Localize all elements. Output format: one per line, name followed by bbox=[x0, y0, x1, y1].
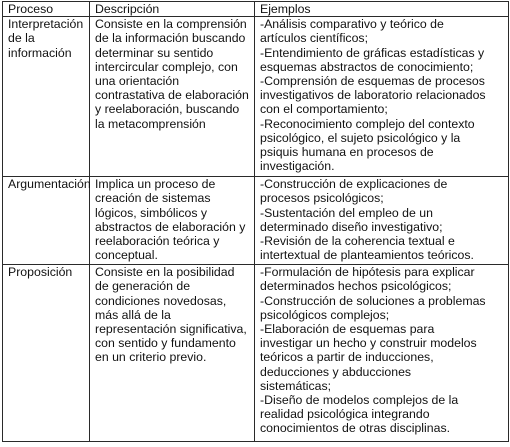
table-row bbox=[3, 265, 509, 442]
process-name: Interpretación de la información bbox=[8, 17, 84, 60]
example-line: -Construcción de soluciones a problemas bbox=[260, 293, 486, 308]
description-text: Implica un proceso de creación de sistemas lógicos, simbólicos y abstractos de elaboración y reelaboración teórica y conceptual. bbox=[95, 177, 246, 263]
description-cell bbox=[90, 265, 255, 442]
example-line: -Comprensión de esquemas de procesos bbox=[260, 74, 485, 89]
description-cell bbox=[90, 17, 255, 177]
example-line: determinados hechos psicológicos; bbox=[260, 279, 452, 294]
example-line: -Revisión de la coherencia textual e bbox=[260, 234, 455, 249]
example-line: investigación. bbox=[260, 159, 335, 174]
example-line: -Sustentación del empleo de un bbox=[260, 205, 433, 220]
example-line: intertextual de planteamientos teóricos. bbox=[260, 248, 474, 263]
example-line: -Construcción de explicaciones de bbox=[260, 177, 448, 192]
examples-cell bbox=[255, 265, 509, 442]
table-row bbox=[3, 177, 509, 265]
example-line: -Entendimiento de gráficas estadísticas y bbox=[260, 45, 485, 60]
example-line: -Análisis comparativo y teórico de bbox=[260, 17, 444, 32]
header-process: Proceso bbox=[3, 2, 90, 17]
example-line: esquemas abstractos de conocimiento; bbox=[260, 59, 474, 74]
example-line: procesos psicológicos; bbox=[260, 191, 384, 206]
example-line: sistemáticas; bbox=[260, 378, 332, 393]
header-examples: Ejemplos bbox=[255, 2, 509, 17]
example-line: teóricos a partir de inducciones, bbox=[260, 350, 434, 365]
description-text: Consiste en la comprensión de la información buscando determinar su sentido intercircular complejo, con una orientación contrastativa de elaboración y reelaboración, buscando la metacomprensión bbox=[95, 17, 249, 131]
example-line: artículos científicos; bbox=[260, 31, 368, 46]
examples-cell bbox=[255, 17, 509, 177]
example-line: -Diseño de modelos complejos de la bbox=[260, 393, 459, 408]
example-line: -Reconocimiento complejo del contexto bbox=[260, 116, 475, 131]
process-name: Proposición bbox=[8, 265, 73, 280]
example-line: con el comportamiento; bbox=[260, 102, 388, 117]
process-cell bbox=[3, 177, 90, 265]
example-line: psicológicos complejos; bbox=[260, 307, 390, 322]
example-line: psiquis humana en procesos de bbox=[260, 145, 434, 160]
example-line: -Elaboración de esquemas para bbox=[260, 322, 435, 337]
header-description: Descripción bbox=[90, 2, 255, 17]
example-line: investigar un hecho y construir modelos bbox=[260, 336, 477, 351]
example-line: deducciones y abducciones bbox=[260, 364, 412, 379]
example-line: psicológico, el sujeto psicológico y la bbox=[260, 130, 461, 145]
process-table bbox=[2, 1, 509, 442]
description-text: Consiste en la posibilidad de generación de condiciones novedosas, más allá de la representación significativa, con sentido y fundamento en un criterio previo. bbox=[95, 265, 247, 365]
process-cell bbox=[3, 265, 90, 442]
example-line: determinado diseño investigativo; bbox=[260, 219, 443, 234]
process-cell bbox=[3, 17, 90, 177]
table-row bbox=[3, 17, 509, 177]
description-cell bbox=[90, 177, 255, 265]
header-row bbox=[3, 2, 509, 17]
example-line: conocimientos de otras disciplinas. bbox=[260, 421, 451, 436]
example-line: -Formulación de hipótesis para explicar bbox=[260, 265, 475, 280]
example-line: investigativos de laboratorio relacionados bbox=[260, 88, 486, 103]
examples-cell bbox=[255, 177, 509, 265]
example-line: realidad psicológica integrando bbox=[260, 407, 430, 422]
process-name: Argumentación bbox=[8, 177, 91, 192]
